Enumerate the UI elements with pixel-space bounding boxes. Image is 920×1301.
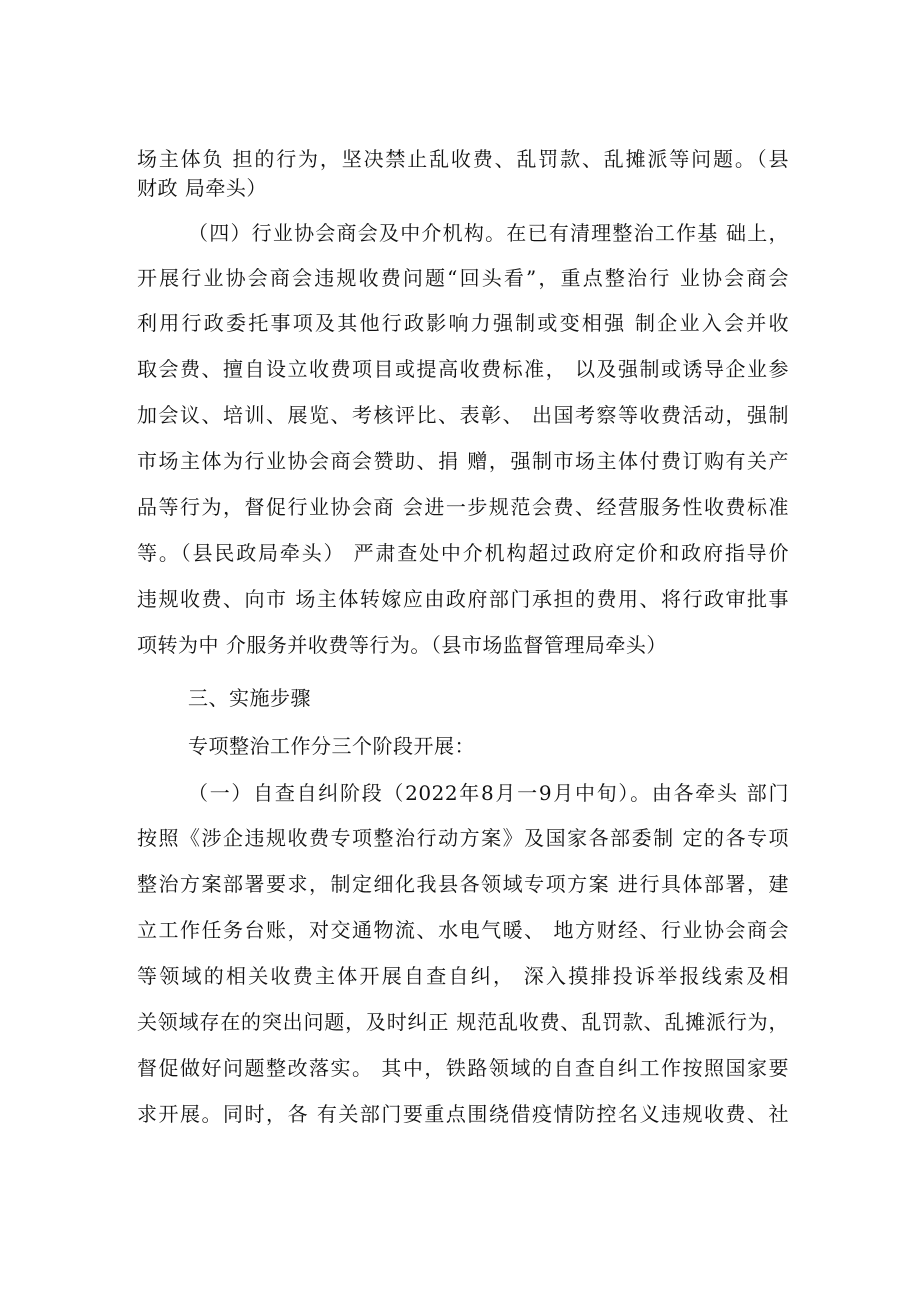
text-line: 督促做好问题整改落实。 其中，铁路领域的自查自纠工作按照国家要 <box>137 1056 789 1080</box>
text-line: 求开展。同时，各 有关部门要重点围绕借疫情防控名义违规收费、社 <box>137 1102 789 1126</box>
text-line: 立工作任务台账，对交通物流、水电气暖、 地方财经、行业协会商会 <box>137 918 789 942</box>
text-line: 按照《涉企违规收费专项整治行动方案》及国家各部委制 定的各专项 <box>137 826 789 850</box>
text-line: 市场主体为行业协会商会赞助、捐 赠，强制市场主体付费订购有关产 <box>137 449 789 473</box>
text-line: （四）行业协会商会及中介机构。在已有清理整治工作基 础上， <box>188 221 789 245</box>
text-line: 关领域存在的突出问题，及时纠正 规范乱收费、乱罚款、乱摊派行为， <box>137 1010 789 1034</box>
text-line: 整治方案部署要求，制定细化我县各领域专项方案 进行具体部署，建 <box>137 872 789 896</box>
text-line: 等。（县民政局牵头） 严肃查处中介机构超过政府定价和政府指导价 <box>137 541 789 565</box>
text-line: 品等行为，督促行业协会商 会进一步规范会费、经营服务性收费标准 <box>137 495 789 519</box>
text-line: 专项整治工作分三个阶段开展： <box>188 734 475 758</box>
text-line: 违规收费、向市 场主体转嫁应由政府部门承担的费用、将行政审批事 <box>137 587 789 611</box>
text-line: 等领域的相关收费主体开展自查自纠， 深入摸排投诉举报线索及相 <box>137 964 789 988</box>
text-line: 项转为中 介服务并收费等行为。（县市场监督管理局牵头） <box>137 633 667 657</box>
text-line: 财政 局牵头） <box>137 176 267 200</box>
text-line: 加会议、培训、展览、考核评比、表彰、 出国考察等收费活动，强制 <box>137 403 789 427</box>
text-line: 场主体负 担的行为，坚决禁止乱收费、乱罚款、乱摊派等问题。（县 <box>137 147 789 171</box>
text-line: 利用行政委托事项及其他行政影响力强制或变相强 制企业入会并收 <box>137 311 789 335</box>
section-heading: 三、实施步骤 <box>188 686 311 710</box>
text-line: （一）自查自纠阶段（2022年8月一9月中旬）。由各牵头 部门 <box>188 781 789 805</box>
text-line: 取会费、擅自设立收费项目或提高收费标准， 以及强制或诱导企业参 <box>137 357 789 381</box>
text-line: 开展行业协会商会违规收费问题“回头看”，重点整治行 业协会商会 <box>137 266 789 290</box>
